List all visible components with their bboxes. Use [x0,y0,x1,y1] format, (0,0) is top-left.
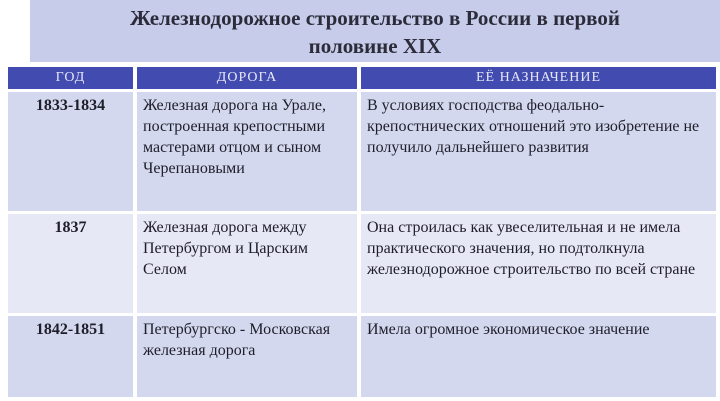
year-cell: 1837 [8,214,133,313]
purpose-cell: Она строилась как увеселительная и не имела практического значения, но подтолкнула железнодорожное строительство по всей стране [361,214,716,313]
road-cell: Петербургско - Московская железная дорога [137,316,357,397]
title-line-1: Железнодорожное строительство в России в первой [130,6,620,30]
slide-title [30,0,720,62]
purpose-cell: В условиях господства феодально-крепостнических отношений это изобретение не получило дальнейшего развития [361,92,716,211]
header-row [8,67,716,89]
header-purpose: ЕЁ НАЗНАЧЕНИЕ [361,67,716,89]
railway-table [4,64,720,400]
title-line-2: половине XIX [308,34,442,58]
purpose-cell: Имела огромное экономическое значение [361,316,716,397]
table-row [8,214,716,313]
table-row [8,92,716,211]
year-cell: 1833-1834 [8,92,133,211]
road-cell: Железная дорога на Урале, построенная крепостными мастерами отцом и сыном Черепановыми [137,92,357,211]
header-year: ГОД [8,67,133,89]
year-cell: 1842-1851 [8,316,133,397]
header-road: ДОРОГА [137,67,357,89]
road-cell: Железная дорога между Петербургом и Царским Селом [137,214,357,313]
table-row [8,316,716,397]
